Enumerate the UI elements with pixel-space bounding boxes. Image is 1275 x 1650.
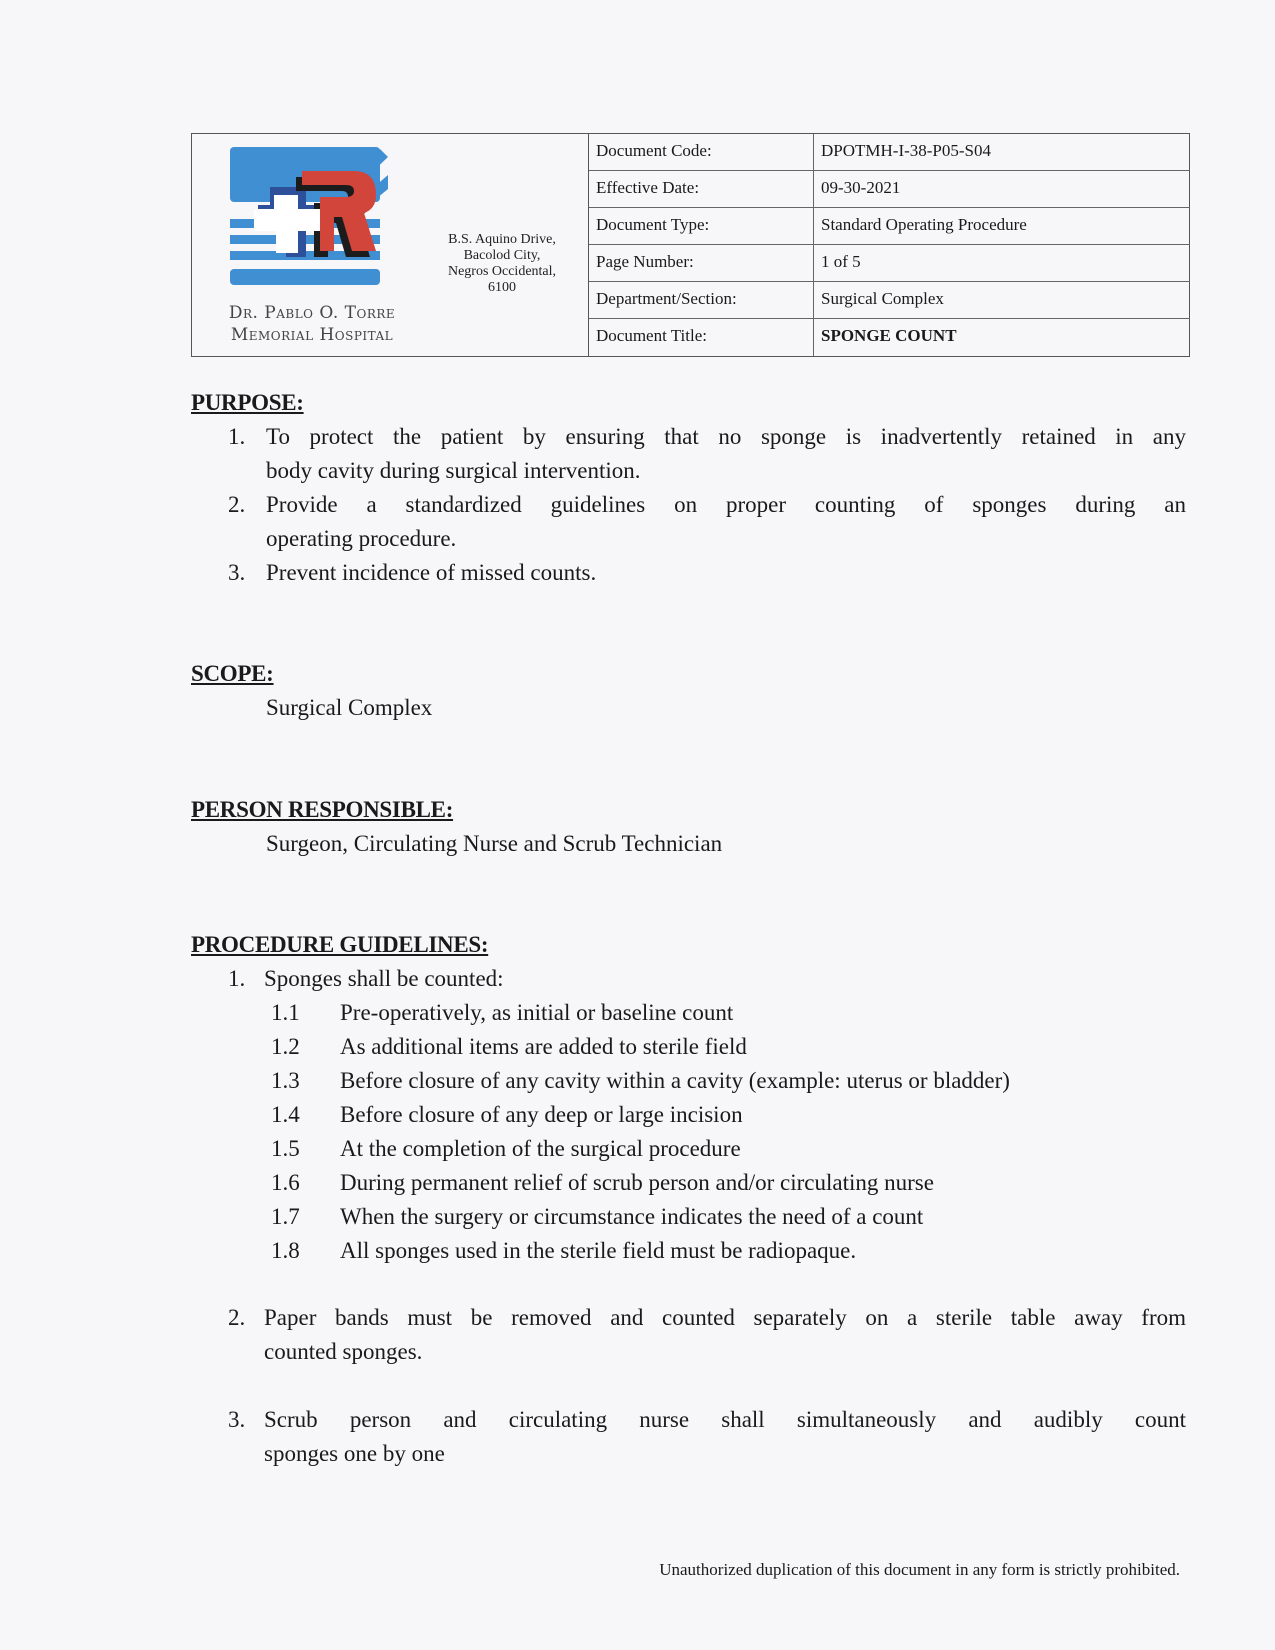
subitem-text: All sponges used in the sterile field must be radiopaque.: [340, 1238, 857, 1263]
subitem-text: Pre-operatively, as initial or baseline count: [340, 1000, 734, 1025]
subitem-number: 1.1: [271, 1000, 300, 1025]
hospital-logo-icon: [230, 147, 388, 287]
meta-label: Document Type:: [596, 215, 710, 234]
meta-value: DPOTMH-I-38-P05-S04: [821, 141, 991, 160]
procedure-item-2-line1: Paper bands must be removed and counted separately on a sterile table away from: [264, 1305, 1186, 1330]
meta-label: Effective Date:: [596, 178, 700, 197]
purpose-item-2-line2: operating procedure.: [266, 526, 457, 551]
list-number: 2.: [228, 492, 246, 517]
subitem-text: During permanent relief of scrub person and/or circulating nurse: [340, 1170, 934, 1195]
meta-value: Surgical Complex: [821, 289, 944, 308]
meta-row-page-number: [589, 245, 1190, 282]
meta-label: Document Code:: [596, 141, 712, 160]
footer-notice: Unauthorized duplication of this document in any form is strictly prohibited.: [659, 1560, 1180, 1579]
purpose-item-2-line1: Provide a standardized guidelines on proper counting of sponges during an: [266, 492, 1186, 517]
list-number: 3.: [228, 1407, 246, 1432]
subitem-number: 1.8: [271, 1238, 300, 1263]
meta-row-document-title: [589, 319, 1190, 356]
address-line: Negros Occidental,: [447, 264, 557, 279]
purpose-item-1-line1: To protect the patient by ensuring that no sponge is inadvertently retained in any: [266, 424, 1186, 449]
document-metadata: [588, 134, 1190, 356]
list-number: 1.: [228, 424, 246, 449]
meta-row-document-code: [589, 134, 1190, 171]
list-number: 2.: [228, 1305, 246, 1330]
subitem-text: At the completion of the surgical procedure: [340, 1136, 741, 1161]
list-number: 3.: [228, 560, 246, 585]
meta-value: 09-30-2021: [821, 178, 901, 197]
subitem-text: Before closure of any deep or large incision: [340, 1102, 743, 1127]
subitem-number: 1.7: [271, 1204, 300, 1229]
meta-value: SPONGE COUNT: [821, 326, 957, 345]
list-number: 1.: [228, 966, 246, 991]
meta-row-document-type: [589, 208, 1190, 245]
meta-label: Department/Section:: [596, 289, 737, 308]
subitem-text: As additional items are added to sterile field: [340, 1034, 747, 1059]
subitem-text: Before closure of any cavity within a cavity (example: uterus or bladder): [340, 1068, 1010, 1093]
document-header-table: [191, 133, 1190, 357]
procedure-item-2-line2: counted sponges.: [264, 1339, 423, 1364]
scope-heading: SCOPE:: [191, 661, 274, 686]
subitem-text: When the surgery or circumstance indicates the need of a count: [340, 1204, 924, 1229]
person-responsible-text: Surgeon, Circulating Nurse and Scrub Technician: [266, 831, 723, 856]
procedure-heading: PROCEDURE GUIDELINES:: [191, 932, 489, 957]
hospital-address: [427, 232, 577, 296]
hospital-name-line2: Memorial Hospital: [230, 325, 394, 345]
meta-row-department: [589, 282, 1190, 319]
subitem-number: 1.6: [271, 1170, 300, 1195]
subitem-number: 1.4: [271, 1102, 300, 1127]
procedure-item-3-line2: sponges one by one: [264, 1441, 445, 1466]
procedure-item-3-line1: Scrub person and circulating nurse shall simultaneously and audibly count: [264, 1407, 1186, 1432]
address-line: Bacolod City,: [463, 248, 541, 263]
purpose-heading: PURPOSE:: [191, 390, 304, 415]
meta-label: Page Number:: [596, 252, 694, 271]
hospital-name-line1: Dr. Pablo O. Torre: [228, 303, 396, 323]
purpose-item-3: Prevent incidence of missed counts.: [266, 560, 597, 585]
hospital-identity-cell: [192, 134, 589, 356]
meta-value: Standard Operating Procedure: [821, 215, 1027, 234]
meta-label: Document Title:: [596, 326, 707, 345]
address-line: B.S. Aquino Drive,: [448, 232, 556, 247]
person-responsible-heading: PERSON RESPONSIBLE:: [191, 797, 454, 822]
scope-text: Surgical Complex: [266, 695, 433, 720]
procedure-item-1: Sponges shall be counted:: [264, 966, 504, 991]
purpose-item-1-line2: body cavity during surgical intervention.: [266, 458, 641, 483]
subitem-number: 1.3: [271, 1068, 300, 1093]
meta-row-effective-date: [589, 171, 1190, 208]
subitem-number: 1.2: [271, 1034, 300, 1059]
subitem-number: 1.5: [271, 1136, 300, 1161]
address-line: 6100: [488, 280, 516, 295]
meta-value: 1 of 5: [821, 252, 861, 271]
